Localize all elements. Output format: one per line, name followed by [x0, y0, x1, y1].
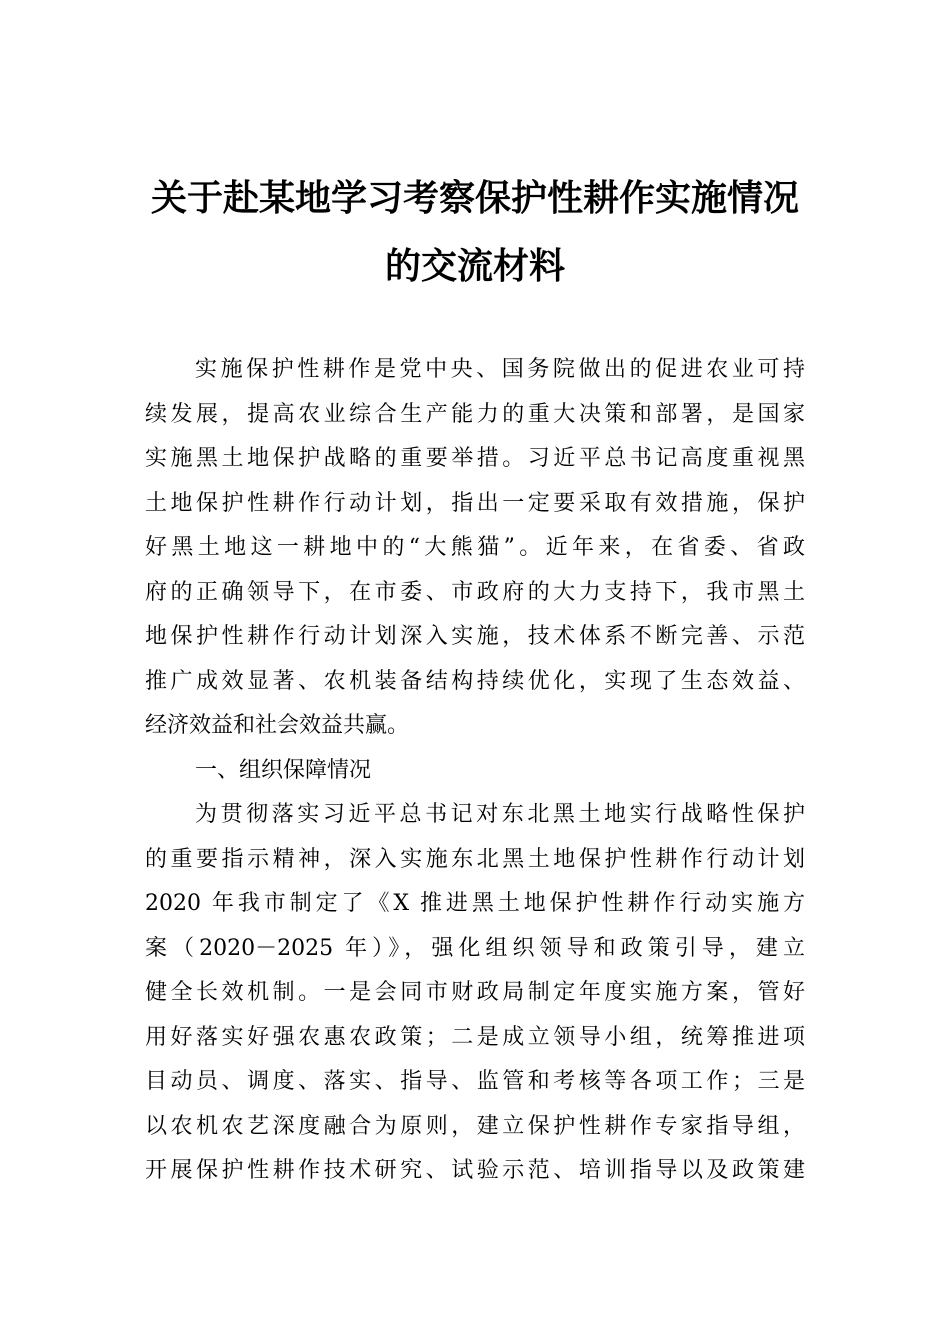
paragraph-line: 健全长效机制。一是会同市财政局制定年度实施方案，管好: [145, 980, 805, 1005]
paragraph-line: 案（2020－2025 年）》，强化组织领导和政策引导，建立: [145, 936, 805, 961]
paragraph-line: 用好落实好强农惠农政策；二是成立领导小组，统筹推进项: [145, 1025, 805, 1050]
paragraph-line: 经济效益和社会效益共赢。: [145, 713, 410, 738]
paragraph-line: 开展保护性耕作技术研究、试验示范、培训指导以及政策建: [145, 1158, 805, 1183]
paragraph-line: 以农机农艺深度融合为原则，建立保护性耕作专家指导组，: [145, 1114, 805, 1139]
paragraph-line: 2020 年我市制定了《X 推进黑土地保护性耕作行动实施方: [145, 891, 805, 916]
document-title-line-2: 的交流材料: [384, 245, 565, 287]
section-heading: 一、组织保障情况: [195, 758, 372, 783]
paragraph-line: 实施保护性耕作是党中央、国务院做出的促进农业可持: [195, 357, 805, 382]
paragraph-line: 好黑土地这一耕地中的“大熊猫”。近年来，在省委、省政: [145, 535, 805, 560]
paragraph-line: 续发展，提高农业综合生产能力的重大决策和部署，是国家: [145, 402, 805, 427]
paragraph-line: 推广成效显著、农机装备结构持续优化，实现了生态效益、: [145, 669, 805, 694]
paragraph-line: 为贯彻落实习近平总书记对东北黑土地实行战略性保护: [195, 802, 805, 827]
paragraph-line: 府的正确领导下，在市委、市政府的大力支持下，我市黑土: [145, 580, 805, 605]
paragraph-line: 目动员、调度、落实、指导、监管和考核等各项工作；三是: [145, 1069, 805, 1094]
paragraph-line: 土地保护性耕作行动计划，指出一定要采取有效措施，保护: [145, 491, 805, 516]
document-title-line-1: 关于赴某地学习考察保护性耕作实施情况: [150, 177, 799, 219]
paragraph-line: 实施黑土地保护战略的重要举措。习近平总书记高度重视黑: [145, 446, 805, 471]
paragraph-line: 的重要指示精神，深入实施东北黑土地保护性耕作行动计划: [145, 847, 805, 872]
paragraph-line: 地保护性耕作行动计划深入实施，技术体系不断完善、示范: [145, 624, 805, 649]
